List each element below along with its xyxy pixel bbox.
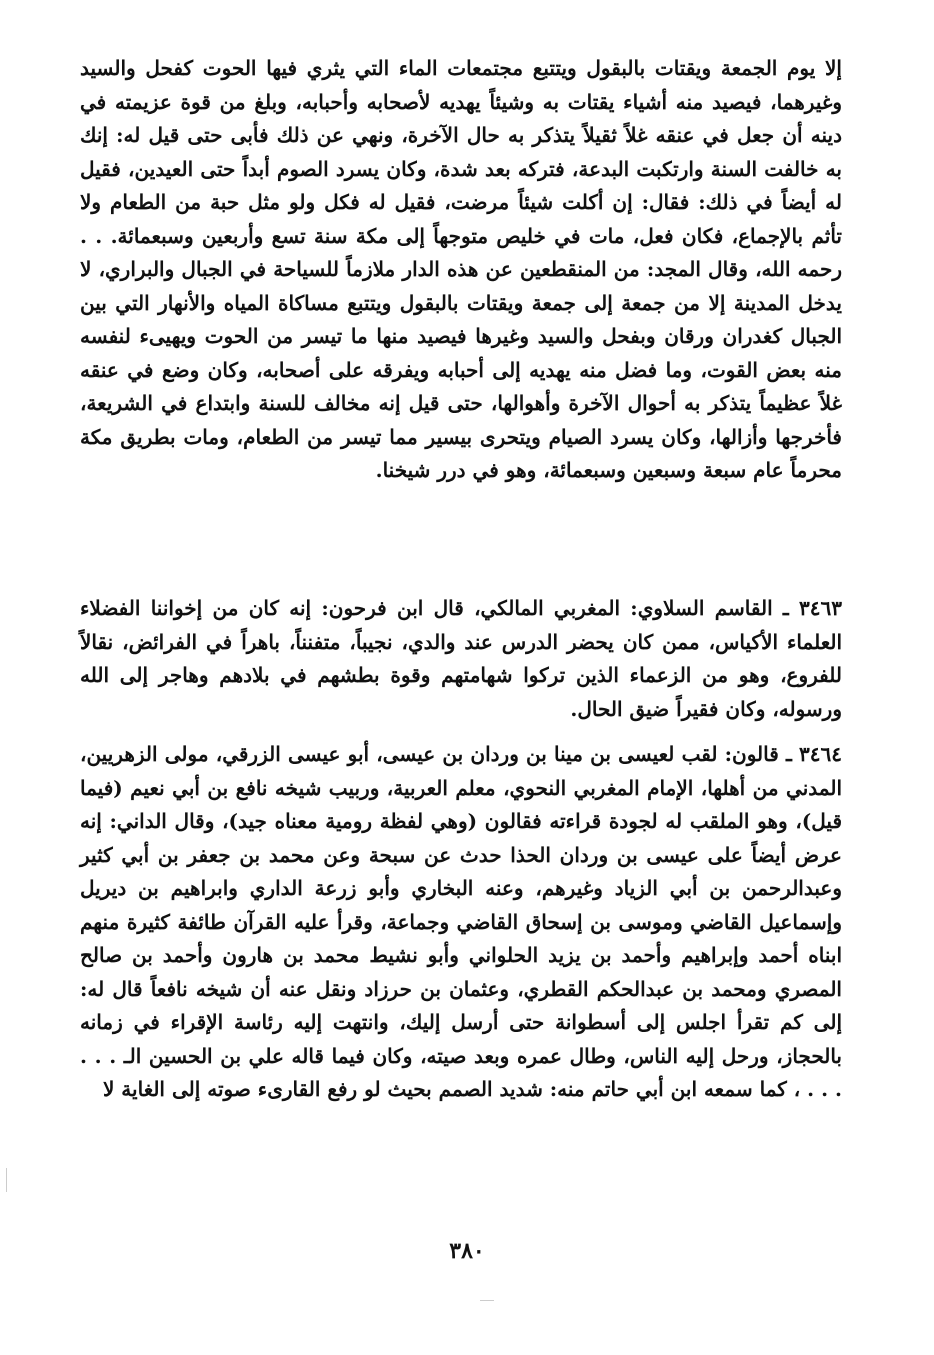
continuation-text: إلا يوم الجمعة ويقتات بالبقول ويتتبع مجتمعات الماء التي يثري فيها الحوت كفحل والسيد وغيرهما، فيصيد منه أشياء يقتات به وشيئاً يهديه لأصحابه وأحبابه، وبلغ من قوة عزيمته في دينه أن جعل في عنقه غلاً ثقيلاً يتذكر به حال الآخرة، ونهي عن ذلك فأبى حتى قيل له: إنك به خالفت السنة وارتكبت البدعة، فتركه بعد شدة، وكان يسرد الصوم أبداً حتى العيدين، فقيل له أيضاً في ذلك: فقال: إن أكلت شيئاً مرضت، فقيل له فكل ولو مثل حبة من الطعام ولا تأثم بالإجماع، فكان فعل، مات في خليص متوجهاً إلى مكة سنة تسع وأربعين وسبعمائة. . . رحمه الله، وقال المجد: من المنقطعين عن هذه الدار ملازماً للسياحة في الجبال والبراري، لا يدخل المدينة إلا من جمعة إلى جمعة ويقتات بالبقول ويتتبع مساكاة المياه والأنهار التي بين الجبال كغدران ورقان وبفحل والسيد وغيرها فيصيد منها ما تيسر من الحوت ويهيىء لنفسه منه بعض القوت، وما فضل منه يهديه إلى أحبابه ويفرقه على أصحابه، وكان وضع في عنقه غلاً عظيماً يتذكر به أحوال الآخرة وأهوالها، حتى قيل إنه مخالف للسنة وابتداع في الشريعة، فأخرجها وأزالها، وكان يسرد الصيام ويتحرى بيسير مما تيسر من الطعام، ومات بطريق مكة محرماً عام سبعة وسبعين وسبعمائة، وهو في درر شيخنا. xyxy=(80,56,842,482)
entry-3464-paragraph xyxy=(80,738,842,1107)
entry-3463-paragraph xyxy=(80,592,842,726)
scan-edge-mark xyxy=(6,1168,7,1192)
entry-3463 xyxy=(80,592,842,726)
page-number: ٣٨٠ xyxy=(449,1238,485,1264)
entry-3463-heading: ٣٤٦٣ ـ القاسم السلاوي xyxy=(637,596,843,620)
entry-3464-text: : لقب لعيسى بن مينا بن وردان بن عيسى، أبو عيسى الزرقي، مولى الزهريين، المدني من أهلها، الإمام المغربي النحوي، معلم العربية، وربيب شيخه نافع بن أبي نعيم (فيما قيل)، وهو الملقب له لجودة قراءته فقالون (وهي لفظة رومية معناه جيد)، وقال الداني: إنه عرض أيضاً على عيسى بن وردان الحذا حدث عن سبحة وعن محمد بن جعفر بن أبي كثير وعبدالرحمن بن أبي الزياد وغيرهم، وعنه البخاري وأبو زرعة الداري وابراهيم بن ديريل وإسماعيل القاضي وموسى بن إسحاق القاضي وجماعة، وقرأ عليه القرآن طائفة كثيرة منهم ابناه أحمد وإبراهيم وأحمد بن يزيد الحلواني وأبو نشيط محمد بن هارون وأحمد بن صالح المصري ومحمد بن عبدالحكم القطري، وعثمان بن حرزاد ونقل عنه أن شيخه نافعاً قال له: إلى كم تقرأ اجلس إلى أسطوانة حتى أرسل إليك، وانتهت إليه رئاسة الإقراء في زمانه بالحجاز، ورحل إليه الناس، وطال عمره وبعد صيته، وكان فيما قاله علي بن الحسين الـ . . . . . . ، كما سمعه ابن أبي حاتم منه: شديد الصمم بحيث لو رفع القارىء صوته إلى الغاية لا xyxy=(80,742,842,1101)
continuation-paragraph xyxy=(80,52,842,488)
entry-3463-text: : المغربي المالكي، قال ابن فرحون: إنه كان من إخواننا الفضلاء العلماء الأكياس، ممن كان يحضر الدرس عند والدي، نجيباً، متفنناً، باهراً في الفرائض، نقالاً للفروع، وهو من الزعماء الذين تركوا شهامتهم وقوة بطشهم في بلادهم وهاجر إلى الله ورسوله، وكان فقيراً ضيق الحال. xyxy=(80,596,842,721)
entry-3464 xyxy=(80,738,842,1107)
entry-3464-heading: ٣٤٦٤ ـ قالون xyxy=(732,742,842,766)
scan-bottom-mark xyxy=(480,1300,494,1301)
